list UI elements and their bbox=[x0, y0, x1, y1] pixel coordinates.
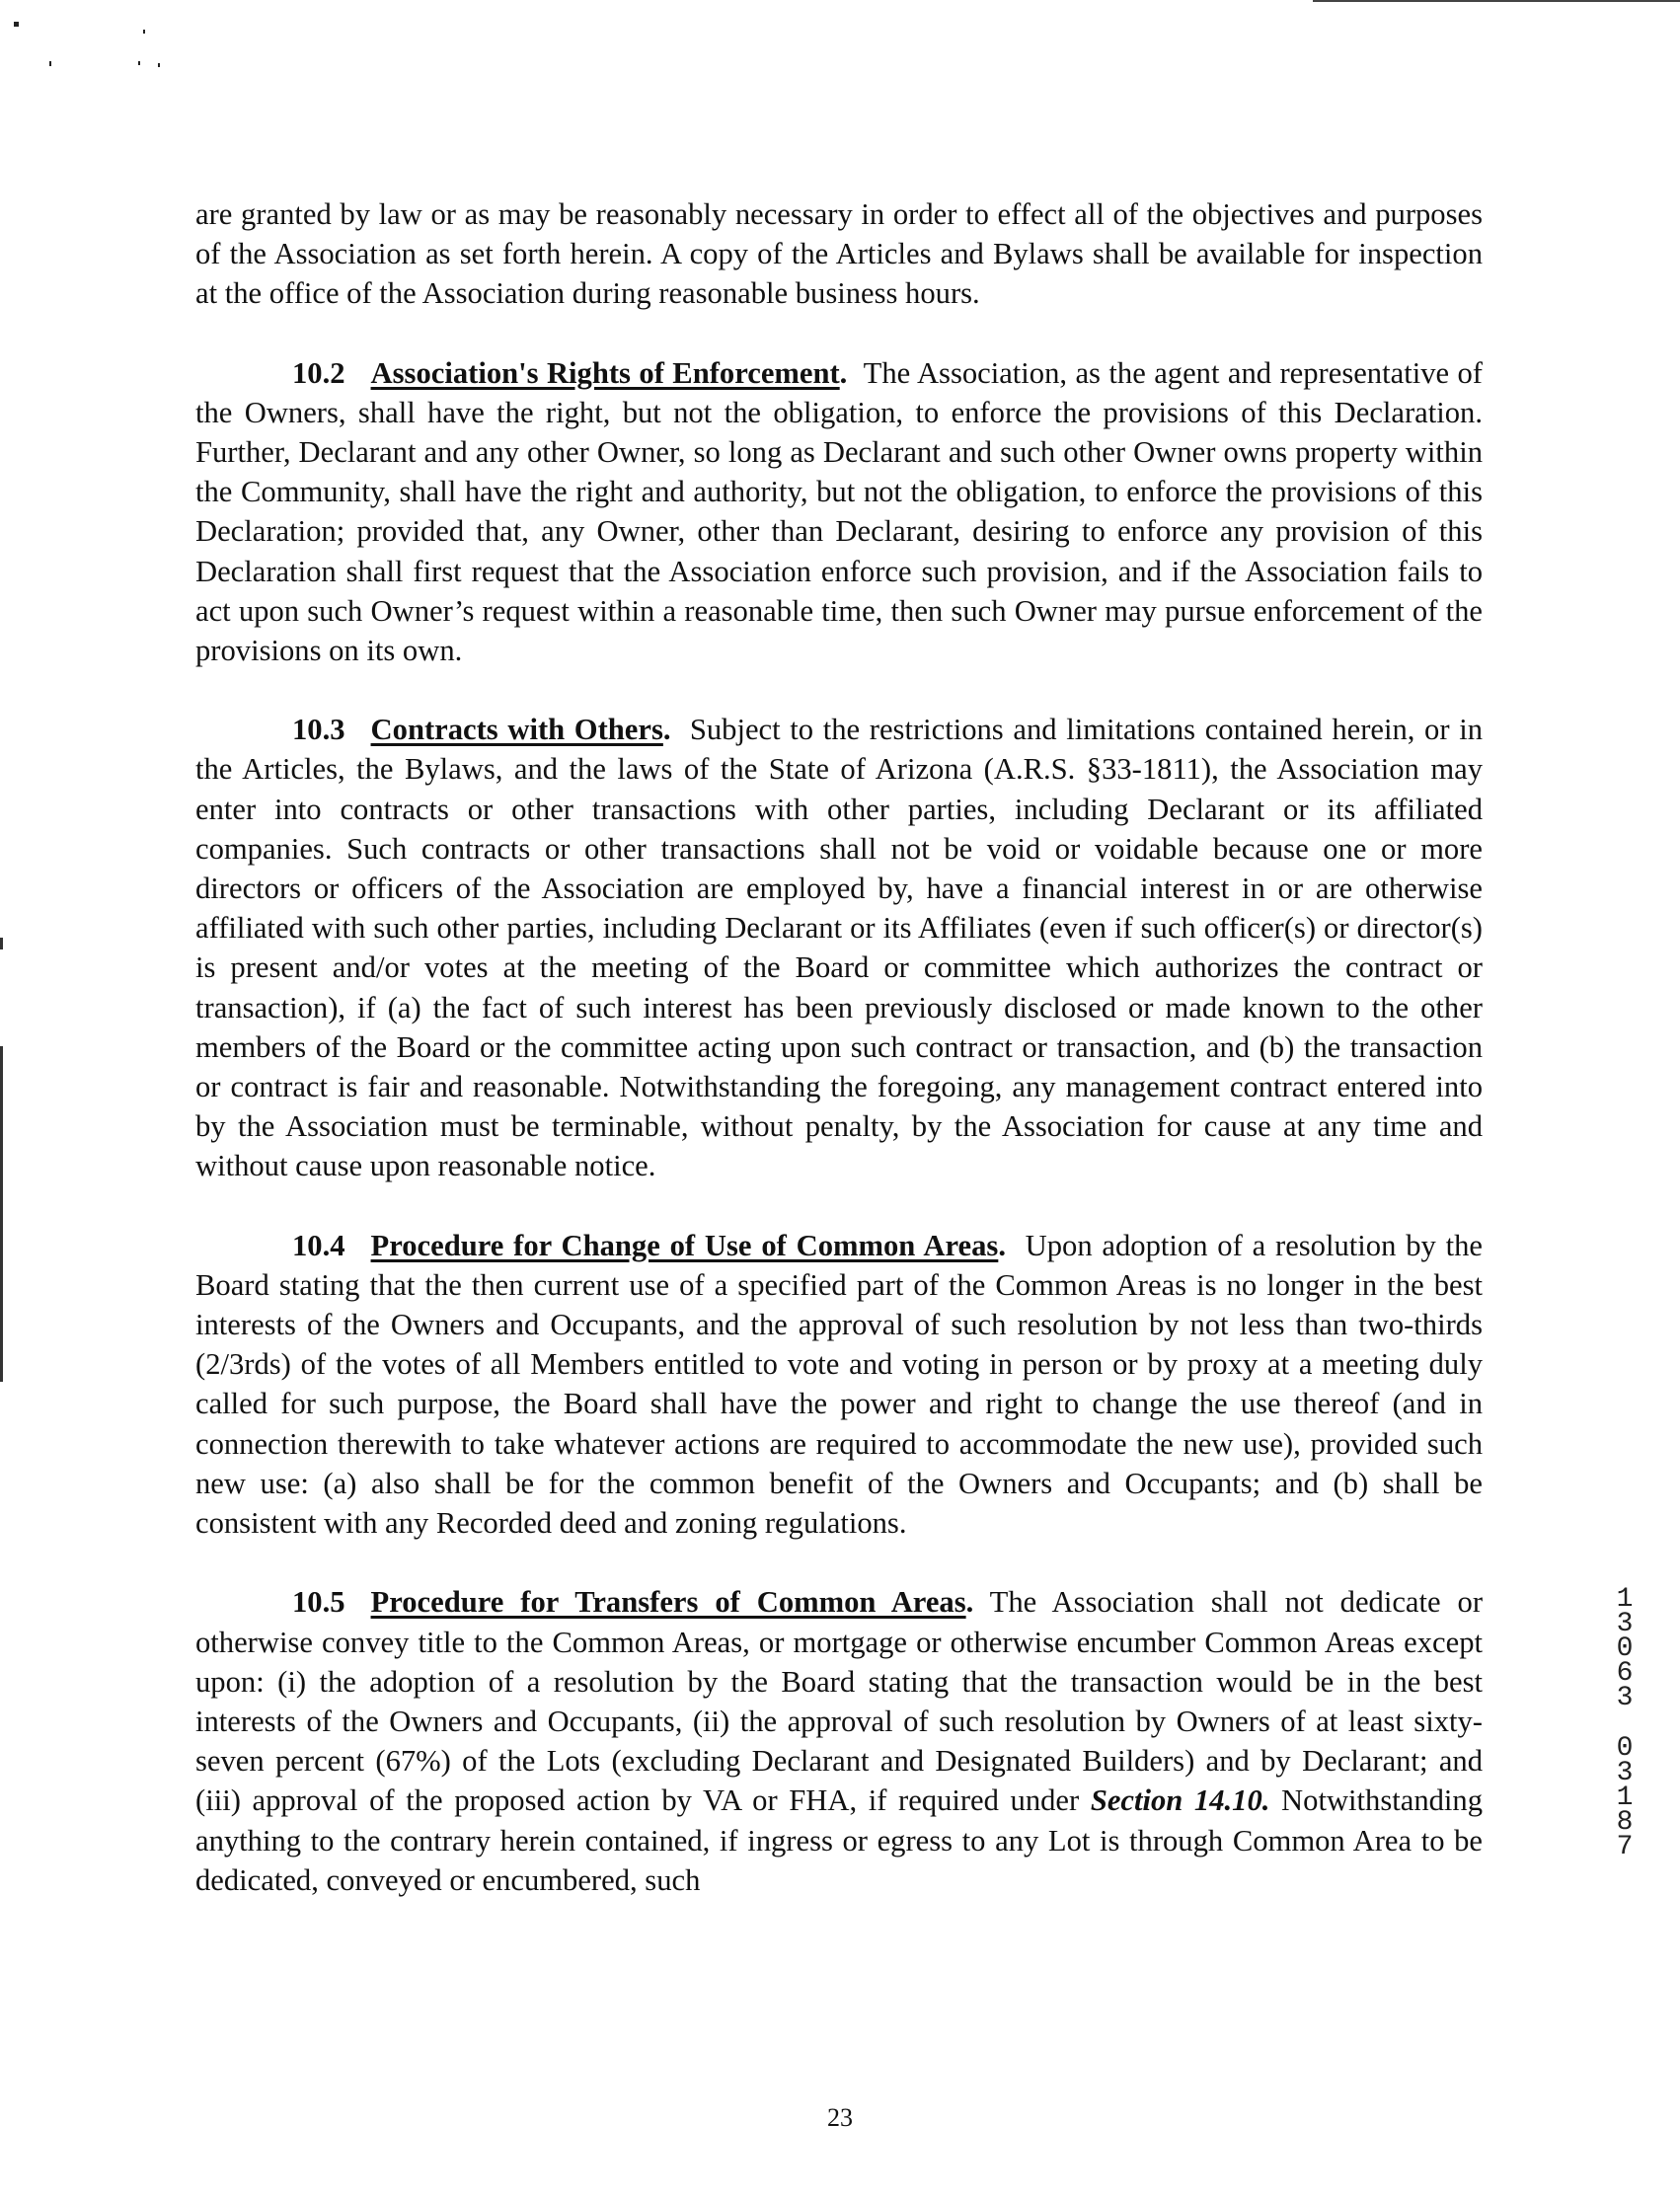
scan-mark bbox=[143, 30, 145, 34]
section-10-2: 10.2 Association's Rights of Enforcement. The Association, as the agent and representative of the Owners, shall have the right, but not the obligation, to enforce the provisions of this Declaration. Further, Declarant and any other Owner, so long as Declarant and such other Owner owns property within the Community, shall have the right and authority, but not the obligation, to enforce the provisions of this Declaration; provided that, any Owner, other than Declarant, desiring to enforce any provision of this Declaration shall first request that the Association enforce such provision, and if the Association fails to act upon such Owner’s request within a reasonable time, then such Owner may pursue enforcement of the provisions on its own. bbox=[195, 355, 1483, 668]
section-title: Contracts with Others bbox=[370, 713, 663, 747]
section-10-4: 10.4 Procedure for Change of Use of Common Areas. Upon adoption of a resolution by the Board stating that the then current use of a specified part of the Common Areas is no longer in the best interests of the Owners and Occupants, and the approval of such resolution by not less than two-thirds (2/3rds) of the votes of all Members entitled to vote and voting in person or by proxy at a meeting duly called for such purpose, the Board shall have the power and right to change the use thereof (and in connection therewith to take whatever actions are required to accommodate the new use), provided such new use: (a) also shall be for the common benefit of the Owners and Occupants; and (b) shall be consistent with any Recorded deed and zoning regulations. bbox=[195, 1228, 1483, 1541]
document-body bbox=[195, 194, 1483, 1939]
page-number: 23 bbox=[827, 2103, 853, 2132]
section-text: The Association, as the agent and representative of the Owners, shall have the right, but not the obligation, to enforce the provisions of this Declaration. Further, Declarant and any other Owner, so long as Declarant and such other Owner owns property within the Community, shall have the right and authority, but not the obligation, to enforce the provisions of this Declaration; provided that, any Owner, other than Declarant, desiring to enforce any provision of this Declaration shall first request that the Association enforce such provision, and if the Association fails to act upon such Owner’s request within a reasonable time, then such Owner may pursue enforcement of the provisions on its own. bbox=[195, 355, 1483, 668]
scan-mark bbox=[49, 61, 51, 66]
section-title: Procedure for Transfers of Common Areas bbox=[370, 1585, 966, 1620]
scan-mark bbox=[138, 61, 140, 65]
section-text: Upon adoption of a resolution by the Board stating that the then current use of a specified part of the Common Areas is no longer in the best interests of the Owners and Occupants, and the approval of such resolution by not less than two-thirds (2/3rds) of the votes of all Members entitled to vote and voting in person or by proxy at a meeting duly called for such purpose, the Board shall have the power and right to change the use thereof (and in connection therewith to take whatever actions are required to accommodate the new use), provided such new use: (a) also shall be for the common benefit of the Owners and Occupants; and (b) shall be consistent with any Recorded deed and zoning regulations. bbox=[195, 1228, 1483, 1541]
section-10-5: 10.5 Procedure for Transfers of Common Areas. The Association shall not dedicate or otherwise convey title to the Common Areas, or mortgage or otherwise encumber Common Areas except upon: (i) the adoption of a resolution by the Board stating that the transaction would be in the best interests of the Owners and Occupants, (ii) the approval of such resolution by Owners of at least sixty-seven percent (67%) of the Lots (excluding Declarant and Designated Builders) and by Declarant; and (iii) approval of the proposed action by VA or FHA, if required under Section 14.10. Notwithstanding anything to the contrary herein contained, if ingress or egress to any Lot is through Common Area to be dedicated, conveyed or encumbered, such bbox=[195, 1585, 1484, 1897]
section-text: The Association shall not dedicate or otherwise convey title to the Common Areas, or mortgage or otherwise encumber Common Areas except upon: (i) the adoption of a resolution by the Board stating that the transaction would be in the best interests of the Owners and Occupants, (ii) the approval of such resolution by Owners of at least sixty-seven percent (67%) of the Lots (excluding Declarant and Designated Builders) and by Declarant; and (iii) approval of the proposed action by VA or FHA, if required under bbox=[195, 1585, 1484, 1818]
section-number: 10.5 bbox=[292, 1585, 345, 1620]
recording-stamp-part: 03187 bbox=[1616, 1733, 1634, 1862]
scan-top-rule bbox=[1313, 0, 1680, 2]
section-10-3: 10.3 Contracts with Others. Subject to the restrictions and limitations contained herein, or in the Articles, the Bylaws, and the laws of the State of Arizona (A.R.S. §33-1811), the Association may enter into contracts or other transactions with other parties, including Declarant or its affiliated companies. Such contracts or other transactions shall not be void or voidable because one or more directors or officers of the Association are employed by, have a financial interest in or are otherwise affiliated with such other parties, including Declarant or its Affiliates (even if such officer(s) or director(s) is present and/or votes at the meeting of the Board or committee which authorizes the contract or transaction), if (a) the fact of such interest has been previously disclosed or made known to the other members of the Board or the committee acting upon such contract or transaction, and (b) the transaction or contract is fair and reasonable. Notwithstanding the foregoing, any management contract entered into by the Association must be terminable, without penalty, by the Association for cause at any time and without cause upon reasonable notice. bbox=[195, 713, 1484, 1183]
section-title: Association's Rights of Enforcement bbox=[370, 355, 840, 390]
section-reference: Section 14.10. bbox=[1090, 1783, 1270, 1818]
scan-left-edge bbox=[0, 938, 3, 949]
scan-left-edge bbox=[0, 1046, 3, 1382]
section-number: 10.4 bbox=[292, 1228, 345, 1262]
section-number: 10.3 bbox=[292, 713, 345, 747]
intro-paragraph: are granted by law or as may be reasonably necessary in order to effect all of the objectives and purposes of the Association as set forth herein. A copy of the Articles and Bylaws shall be available for inspection at the office of the Association during reasonable business hours. bbox=[195, 197, 1483, 311]
section-number: 10.2 bbox=[292, 355, 345, 390]
section-text: Subject to the restrictions and limitations contained herein, or in the Articles, the Bylaws, and the laws of the State of Arizona (A.R.S. §33-1811), the Association may enter into contracts or other transactions with other parties, including Declarant or its affiliated companies. Such contracts or other transactions shall not be void or voidable because one or more directors or officers of the Association are employed by, have a financial interest in or are otherwise affiliated with such other parties, including Declarant or its Affiliates (even if such officer(s) or director(s) is present and/or votes at the meeting of the Board or committee which authorizes the contract or transaction), if (a) the fact of such interest has been previously disclosed or made known to the other members of the Board or the committee acting upon such contract or transaction, and (b) the transaction or contract is fair and reasonable. Notwithstanding the foregoing, any management contract entered into by the Association must be terminable, without penalty, by the Association for cause at any time and without cause upon reasonable notice. bbox=[195, 713, 1484, 1183]
scan-mark bbox=[158, 63, 160, 67]
section-title: Procedure for Change of Use of Common Areas bbox=[370, 1228, 999, 1262]
section-text-continued: Notwithstanding anything to the contrary herein contained, if ingress or egress to any Lot is through Common Area to be dedicated, conveyed or encumbered, such bbox=[195, 1783, 1484, 1897]
recording-stamp-part: 13063 bbox=[1616, 1584, 1634, 1713]
scan-mark bbox=[14, 22, 19, 27]
recording-stamp bbox=[1611, 1584, 1639, 1862]
